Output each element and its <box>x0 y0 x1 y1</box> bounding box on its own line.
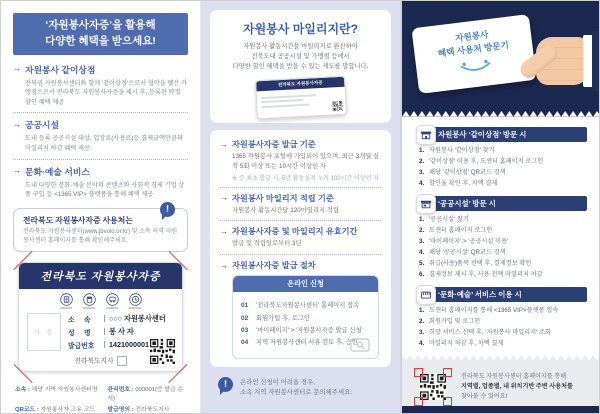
benefit-section-store <box>13 63 188 108</box>
headline-line1: ‘자원봉사자증’을 활용해 <box>45 19 156 31</box>
arrow-icon: → <box>220 260 228 270</box>
mileage-panel <box>201 1 401 413</box>
guide-group-facility <box>416 196 587 279</box>
mini-card-title: 전라북도 자원봉사자증 <box>256 77 344 92</box>
field-value: 봉 사 자 <box>109 326 134 336</box>
annotation: 발급명의 : 전라북도지사 <box>107 406 186 414</box>
section-body: 1365 자원봉사 포털에 가입되어 있으며, 최근 3개월 실적 5회 이상 또는 10시간 이상인 자 <box>232 153 380 170</box>
section-title: 문화·예술 서비스 <box>25 166 90 177</box>
guide-step: 1. 자원봉사 '같이상점' 찾기 <box>419 146 495 154</box>
section-title: 자원봉사 같이상점 <box>25 64 96 75</box>
section-title: 자원봉사 마일리지 적립 기준 <box>232 193 334 203</box>
procedure-step: 02 회원가입 후, 로그인 <box>241 314 310 322</box>
suit-sleeve <box>592 31 600 91</box>
procedure-step: 03 '마이페이지' > '자원봉사자증 발급 신청' <box>241 327 363 335</box>
section-note: ※ 증 최초 발급 시, 5년 활동실적 누적 100시간 이상인 자 <box>232 175 379 182</box>
exclamation-bubble-icon: ! <box>160 202 175 217</box>
clock-icon <box>129 293 142 309</box>
arrow-icon: → <box>13 119 21 129</box>
guide-step: 2. 회원가입 및 로그인 <box>419 318 481 325</box>
mileage-rules-box <box>210 130 391 367</box>
online-application-header: 온라인 신청 <box>233 276 378 292</box>
building-icon <box>60 293 73 309</box>
placeholder-line <box>261 99 303 103</box>
arrow-icon: → <box>13 64 21 73</box>
annotation: 관리번호 : 000001(증 발급 순서) <box>107 386 186 404</box>
monitor-search-icon <box>350 338 370 352</box>
intro-line: 전북도내 공공시설 및 가맹점 등에서 <box>251 53 350 61</box>
placeholder-line <box>261 103 309 108</box>
procedure-step: 04 지역 자원봉사센터 서류 검토 후, 승인 <box>241 339 358 347</box>
card-title: 전라북도 자원봉사자증 <box>19 263 182 289</box>
qr-note-line2: 지역별, 업종별, 내 위치기반 주변 사용처를 <box>461 382 573 390</box>
benefits-headline <box>13 13 188 55</box>
card-field-affiliation <box>68 314 174 324</box>
qr-note-line3: 찾아볼 수 있어요! <box>461 393 508 401</box>
section-body: 발급 및 적립일로부터 3년 <box>232 240 302 248</box>
field-divider <box>104 328 105 335</box>
card-field-name <box>68 327 174 337</box>
section-title: 자원봉사자증 발급 절차 <box>232 261 316 271</box>
mileage-intro-box <box>210 10 391 123</box>
guide-step: 3. 해당 '같이상점' QR코드 검색 <box>419 168 506 176</box>
group-title: ‘공공시설’ 방문 시 <box>438 198 496 208</box>
guide-group-culture <box>416 287 587 348</box>
hand-card-illustration <box>402 1 600 111</box>
arrow-icon: → <box>220 139 228 149</box>
section-body: 전북권 자원봉사센터와 함께 '같이상점'으로서 협약을 맺은 가맹점으로서 전라북도 자원봉사자증을 제시 후, 등록된 약정 할인 혜택 제공 <box>25 79 188 106</box>
benefit-section-culture <box>13 165 188 200</box>
section-title: 공공시설 <box>25 120 59 131</box>
guide-title-line1: 자원봉사 <box>454 29 489 44</box>
guide-step: 3. '마이페이지' > '공공시설 이용' <box>419 237 509 245</box>
intro-line: 자원봉사 활동시간을 마일리지로 환산하여 <box>243 43 358 50</box>
smiley-icon <box>458 57 494 77</box>
guide-card <box>411 14 536 94</box>
photo-placeholder: 사 진 <box>27 313 61 351</box>
exclamation-bubble-icon: ! <box>218 377 233 392</box>
benefit-section-facility <box>13 118 188 153</box>
note-line: 소속 지역 자원봉사센터로 문의해주세요. <box>240 389 353 397</box>
guide-step: 3. 희망 서비스 선택 후, '자원봉사 마일리지' 조회 <box>419 328 551 336</box>
annotation: QR코드 : 자원봉사자 고유 코드 <box>15 406 107 414</box>
mileage-title: 자원봉사 마일리지란? <box>243 22 358 36</box>
group-title: 자원봉사 ‘같이상점’ 방문 시 <box>438 129 527 139</box>
placeholder-line <box>260 94 315 99</box>
guide-step: 2. 도센터 홈페이지 로그인 <box>419 226 493 234</box>
guide-step: 6. 결제정보 제시 후, 사용 전액 마일리지 차감 <box>419 270 543 278</box>
guide-step: 2. '같이상점' 이용 후, 도센터 홈페이지 로그인 <box>419 157 544 165</box>
guide-step: 4. 마일리지 차감 후, 차액 결제 <box>419 339 504 347</box>
volunteer-id-card <box>18 262 183 372</box>
qr-code <box>150 339 175 364</box>
usage-info-box <box>13 203 188 253</box>
panel-bottom-edge <box>402 406 600 413</box>
field-divider <box>104 341 105 348</box>
card-annotations <box>15 386 186 414</box>
online-application-box <box>232 275 379 359</box>
field-value: ○○○ 자원봉사센터 <box>109 313 166 323</box>
store-icon <box>83 293 96 309</box>
guide-group-store <box>416 127 587 188</box>
mini-card-illustration <box>255 76 347 120</box>
procedure-step: 01 '전라북도자원봉사센터' 홈페이지 접속 <box>241 302 360 310</box>
visit-guide-panel <box>401 1 600 413</box>
field-label: 발급번호 <box>68 342 95 350</box>
arrow-icon: → <box>220 193 228 203</box>
offline-help-note <box>218 377 383 399</box>
section-body: 도내 다양한 문화·예술 분야의 콘텐츠와 사회적 경제 기업 상품 구입 등 <1365 VIP> 플랫폼을 통해 혜택 제공 <box>25 181 185 199</box>
guide-step: 1. 도센터 홈페이지를 통해 <1365 VIP>플랫폼 접속 <box>419 307 559 315</box>
arrow-icon: → <box>13 166 21 176</box>
bus-icon <box>106 293 119 309</box>
field-value: 1421000001 <box>109 340 149 350</box>
intro-line: 다양한 할인 혜택을 받을 수 있는 제도를 말합니다. <box>232 63 369 71</box>
divider <box>220 187 381 188</box>
section-body: 자원봉사 활동시간당 120마일리지 적립 <box>232 206 339 214</box>
divider <box>220 254 381 255</box>
field-label: 소 속 <box>68 316 91 324</box>
visit-guide-sheet <box>402 117 600 356</box>
field-label: 성 명 <box>68 329 91 337</box>
section-title: 자원봉사자증 발급 기준 <box>232 140 316 150</box>
group-title: ‘문화·예술’ 서비스 이용 시 <box>438 290 522 300</box>
info-box-title: 전라북도 자원봉사자증 사용처는 <box>23 215 133 225</box>
benefits-panel <box>1 1 201 413</box>
qr-code-framed <box>414 368 452 406</box>
divider <box>220 220 381 221</box>
governor-stamp-row: 전라북도지사 <box>19 355 182 371</box>
guide-step: 4. 할인율 확인 후, 차액 결제 <box>419 179 498 187</box>
guide-step: 4. 해당 '공공시설' QR코드 검색 <box>419 248 506 256</box>
stamp-box <box>117 356 127 366</box>
guide-step: 5. 취급(사용)품목 선택 후, 결제정보 확인 <box>419 259 532 267</box>
divider <box>13 159 188 160</box>
divider <box>13 112 188 113</box>
section-body: 도내 등록 공공시설 대상, 입장료(사용료)등 결제금액만큼의 마일리지 차감 혜택 제공 <box>25 135 183 152</box>
storefront-icon <box>416 125 436 145</box>
volunteer-id-card-figure <box>18 262 183 372</box>
annotation: 소속 : 해당 지역 자원봉사센터명 <box>15 386 107 404</box>
qr-footer <box>402 361 600 406</box>
qr-note-line1: 전라북도 자원봉사센터 홈페이지를 통해 <box>461 372 567 380</box>
headline-line2: 다양한 혜택을 받으세요! <box>45 34 156 47</box>
guide-title-line2: 혜택 사용처 방문기 <box>437 39 510 59</box>
public-facility-icon <box>416 194 436 214</box>
qr-code <box>332 101 343 112</box>
info-box-body: 전라북도 자원봉사센터(www.jbvolo.or.kr) 및 소속 지역 자원봉사센터 홈페이지를 통해 확인해주세요. <box>23 228 178 245</box>
note-line: 온라인 신청이 어려울 경우, <box>240 378 316 386</box>
card-category-icons <box>19 293 182 309</box>
arrow-icon: → <box>220 226 228 236</box>
guide-step: 1. '공공시설' 찾기 <box>419 215 469 223</box>
section-title: 자원봉사자증 및 마일리지 유효기간 <box>232 227 358 237</box>
culture-art-icon <box>416 285 436 305</box>
field-divider <box>104 315 105 322</box>
